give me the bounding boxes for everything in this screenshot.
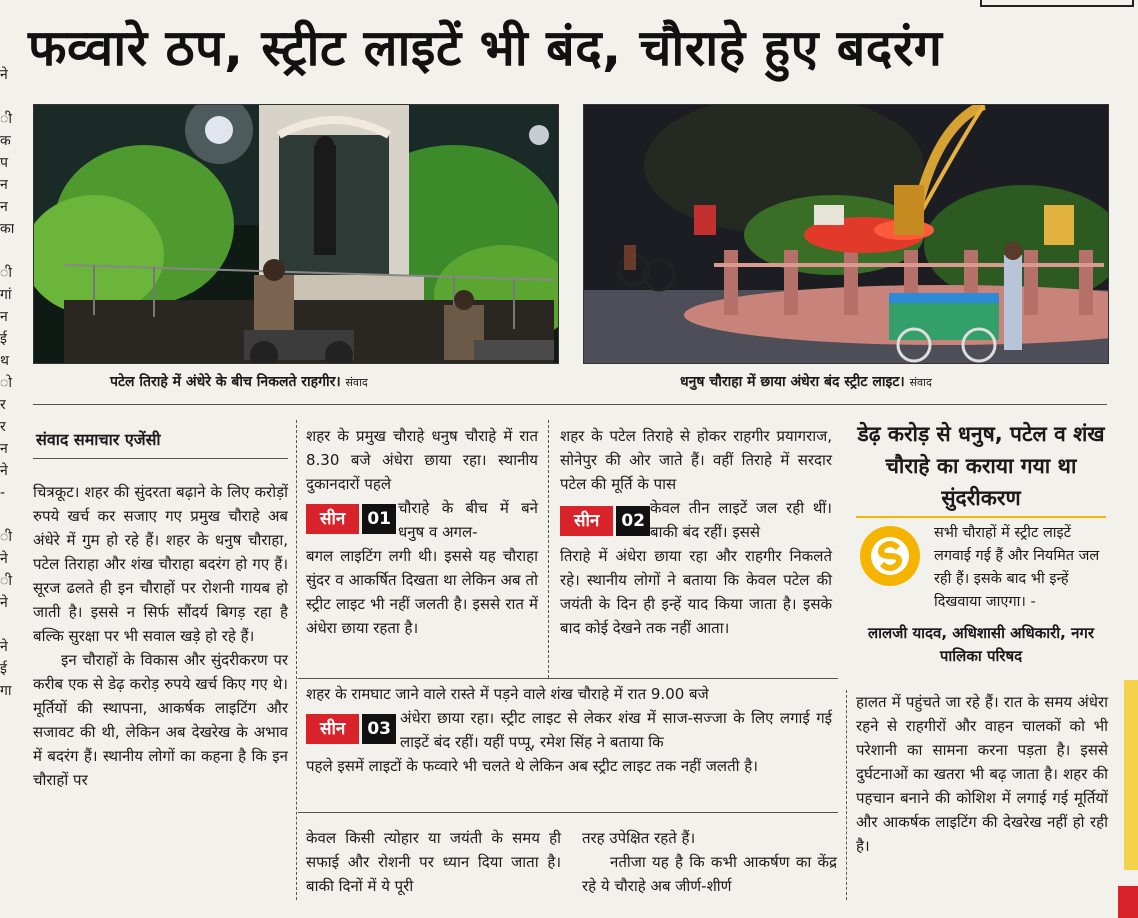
- scene-02-side: केवल तीन लाइटें जल रही थीं। बाकी बंद रहीं। इससे: [650, 499, 832, 541]
- scene-01-side: चौराहे के बीच में बने धनुष व अगल-: [398, 499, 538, 541]
- photo-dhanush-chauraha: [583, 104, 1109, 364]
- caption-source: संवाद: [909, 376, 932, 389]
- scene-02-lead: शहर के पटेल तिराहे से होकर राहगीर प्रयागराज, सोनेपुर की ओर जाते हैं। वहीं तिराहे में सरदार पटेल की मूर्ति के पास: [560, 427, 832, 493]
- edge-fragment: ी: [0, 573, 12, 588]
- edge-fragment: थ: [0, 353, 9, 368]
- edge-fragment: न: [0, 177, 8, 192]
- scene-03-side: अंधेरा छाया रहा। स्ट्रीट लाइट से लेकर शंख में साज-सज्जा के लिए लगाई गई लाइटें बंद रहीं। यहीं पप्पू, रमेश सिंह ने बताया कि: [400, 709, 832, 751]
- edge-fragment: ने: [0, 551, 8, 566]
- column-divider: [548, 420, 549, 678]
- divider: [33, 404, 1107, 405]
- divider: [298, 678, 838, 679]
- edge-fragment: का: [0, 221, 14, 236]
- column-divider: [296, 420, 297, 900]
- official-quote: सभी चौराहों में स्ट्रीट लाइटें लगवाई गई हैं और नियमित जल रही हैं। इसके बाद भी इन्हें दिखवाया जाएगा। -: [934, 525, 1100, 610]
- box-title: डेढ़ करोड़ से धनुष, पटेल व शंख चौराहे का कराया गया था सुंदरीकरण: [857, 422, 1105, 510]
- edge-fragment: ई: [0, 661, 7, 676]
- publisher-logo-icon: [860, 526, 920, 586]
- adjacent-article-fragment: [0, 60, 14, 698]
- box-divider: [856, 516, 1106, 518]
- scene-03-tag: [306, 714, 396, 744]
- caption-source: संवाद: [345, 376, 368, 389]
- scene-number: 03: [362, 714, 396, 744]
- paragraph: तरह उपेक्षित रहते हैं।: [582, 829, 696, 847]
- edge-fragment: -: [0, 485, 6, 500]
- byline: संवाद समाचार एजेंसी: [36, 430, 161, 449]
- edge-fragment: ो: [0, 375, 12, 390]
- bottom-column-3: [582, 826, 837, 898]
- edge-fragment: [0, 610, 14, 632]
- scene-02-rest: तिराहे में अंधेरा छाया रहा और राहगीर निकलते रहे। स्थानीय लोगों ने बताया कि केवल पटेल की जयंती के दिन ही इन्हें याद किया जाता है। इसके बाद कोई देखने तक नहीं आता।: [560, 547, 832, 637]
- photo-patel-tiraha: [33, 104, 559, 364]
- edge-fragment: गां: [0, 287, 12, 302]
- right-column: हालत में पहुंचते जा रहे हैं। रात के समय अंधेरा रहने से राहगीरों और वाहन चालकों को भी परेशानी का सामना करना पड़ता है। इससे दुर्घटनाओं का खतरा भी बढ़ जाता है। शहर की पहचान बनाने की कोशिश में लगाई गई मूर्तियों और आकर्षक लाइटिंग की देखरेख नहीं हो रही है।: [856, 693, 1108, 855]
- scene-01-rest: बगल लाइटिंग लगी थी। इससे यह चौराहा सुंदर व आकर्षित दिखता था लेकिन अब तो स्ट्रीट लाइट भी नहीं जलती है। इससे रात में अंधेरा छाया रहता है।: [306, 547, 538, 637]
- scene-label: सीन: [560, 506, 613, 536]
- caption-text: धनुष चौराहा में छाया अंधेरा बंद स्ट्रीट लाइट।: [680, 374, 905, 390]
- photo-caption-1: [110, 372, 368, 391]
- scene-number: 01: [362, 504, 396, 534]
- bottom-column-2: केवल किसी त्योहार या जयंती के समय ही सफाई और रोशनी पर ध्यान दिया जाता है। बाकी दिनों में ये पूरी: [306, 829, 561, 895]
- scene-03-rest: पहले इसमें लाइटों के फव्वारे भी चलते थे लेकिन अब स्ट्रीट लाइट तक नहीं जलती है।: [306, 757, 758, 775]
- scene-number: 02: [616, 506, 650, 536]
- edge-fragment: ी: [0, 265, 12, 280]
- quote-speaker: लालजी यादव, अधिशासी अधिकारी, नगर पालिका परिषद: [868, 624, 1094, 665]
- edge-fragment: ने: [0, 67, 8, 82]
- paragraph: चित्रकूट। शहर की सुंदरता बढ़ाने के लिए करोड़ों रुपये खर्च कर सजाए गए प्रमुख चौराहे अब अंधेरे में गुम हो रहे हैं। शहर के धनुष चौराहा, पटेल तिराहा और शंख चौराहा बदरंग हो गए हैं। सूरज ढलते ही इन चौराहों पर रोशनी गायब हो जाती है। इससे न सिर्फ सौंदर्य बिगड़ रहा है बल्कि सुरक्षा पर भी सवाल खड़े हो रहे हैं।: [33, 483, 288, 645]
- photo-caption-2: [680, 372, 932, 391]
- edge-fragment: प: [0, 155, 8, 170]
- caption-text: पटेल तिराहे में अंधेरे के बीच निकलते राहगीर।: [110, 374, 341, 390]
- left-column: [33, 480, 288, 792]
- edge-fragment: ने: [0, 639, 8, 654]
- edge-fragment: ई: [0, 331, 7, 346]
- edge-fragment: न: [0, 441, 8, 456]
- paragraph: नतीजा यह है कि कभी आकर्षण का केंद्र रहे ये चौराहे अब जीर्ण-शीर्ण: [582, 853, 837, 895]
- edge-fragment: ी: [0, 111, 12, 126]
- edge-fragment: ी: [0, 529, 12, 544]
- divider: [33, 458, 288, 459]
- scene-label: सीन: [306, 714, 359, 744]
- edge-fragment: ने: [0, 595, 8, 610]
- edge-fragment: र: [0, 397, 6, 412]
- scene-01-tag: [306, 504, 396, 534]
- headline: फव्वारे ठप, स्ट्रीट लाइटें भी बंद, चौराहे हुए बदरंग: [28, 19, 943, 77]
- edge-fragment: गा: [0, 683, 12, 698]
- edge-fragment: ने: [0, 463, 8, 478]
- scene-01-lead: शहर के प्रमुख चौराहे धनुष चौराहे में रात 8.30 बजे अंधेरा छाया रहा। स्थानीय दुकानदारों पहले: [306, 427, 538, 493]
- edge-fragment: [0, 82, 14, 104]
- edge-fragment: न: [0, 199, 8, 214]
- paragraph: इन चौराहों के विकास और सुंदरीकरण पर करीब एक से डेढ़ करोड़ रुपये खर्च किए गए थे। मूर्तियों की स्थापना, आकर्षक लाइटिंग और सजावट की थी, लेकिन अब देखरेख के अभाव में बदरंग हैं। स्थानीय लोगों का कहना है कि इन चौराहों पर: [33, 651, 288, 789]
- edge-fragment: न: [0, 309, 8, 324]
- scene-03-lead: शहर के रामघाट जाने वाले रास्ते में पड़ने वाले शंख चौराहे में रात 9.00 बजे: [306, 685, 709, 703]
- edge-fragment: क: [0, 133, 11, 148]
- edge-accent: [1118, 886, 1138, 918]
- column-divider: [846, 690, 847, 900]
- edge-fragment: [0, 500, 14, 522]
- edge-accent: [1124, 680, 1138, 870]
- top-frame-edge: [980, 0, 1134, 7]
- scene-label: सीन: [306, 504, 359, 534]
- divider: [298, 812, 838, 813]
- edge-fragment: [0, 236, 14, 258]
- edge-fragment: र: [0, 419, 6, 434]
- scene-02-tag: [560, 506, 650, 536]
